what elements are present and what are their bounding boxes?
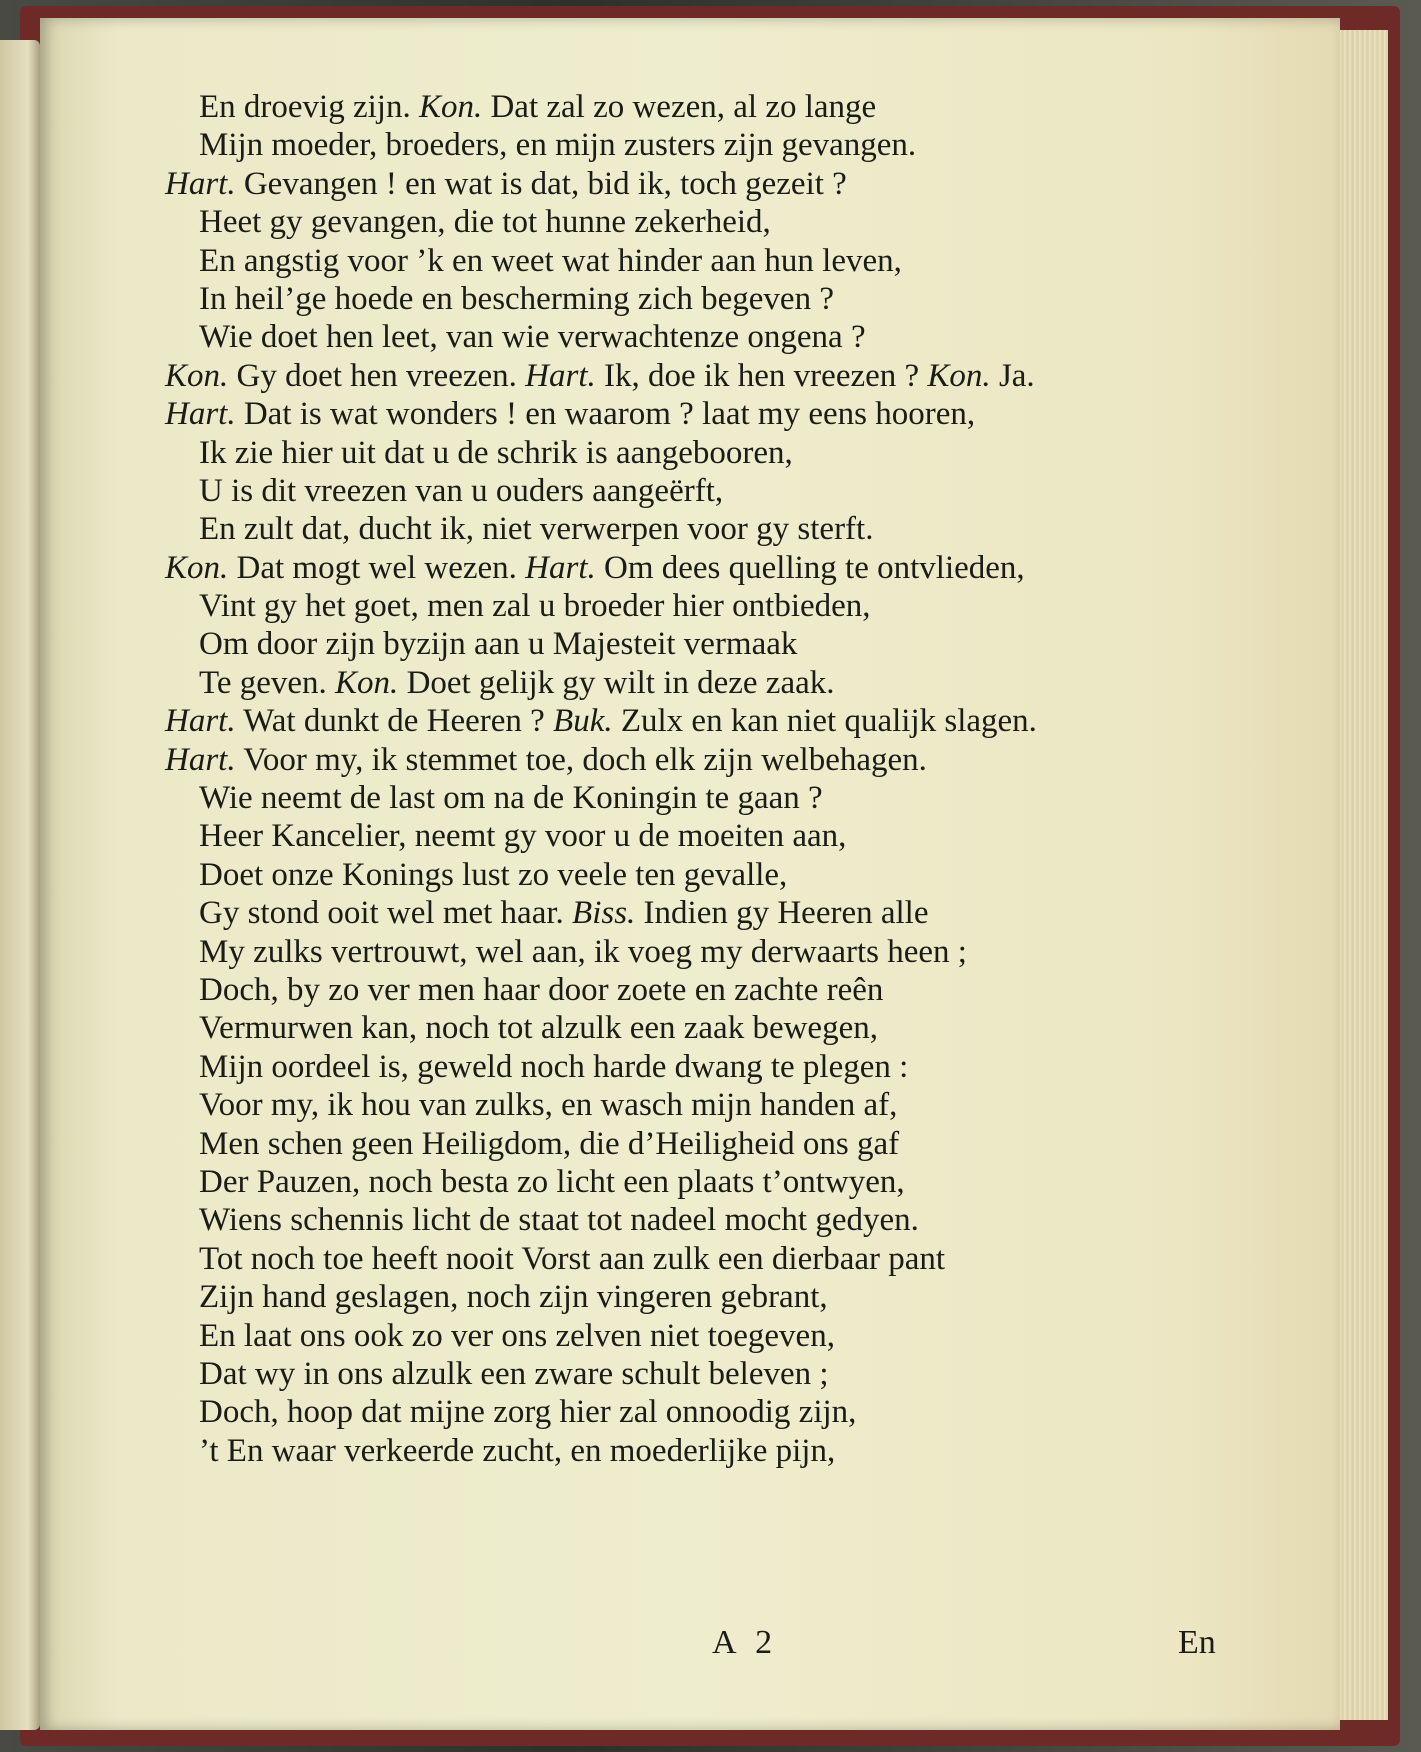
verse-line: Doet onze Konings lust zo veele ten gevalle,	[199, 856, 788, 893]
speaker-label: Hart.	[165, 703, 236, 740]
speaker-label: Hart.	[165, 741, 236, 778]
speaker-label: Hart.	[165, 165, 236, 202]
speaker-label: Hart.	[525, 549, 596, 586]
verse-line: En droevig zijn. Kon. Dat zal zo wezen, al zo lange	[199, 89, 877, 125]
catchword: En	[1178, 1624, 1216, 1661]
verse-line: Om door zijn byzijn aan u Majesteit vermaak	[199, 626, 798, 663]
verse-line: Ik zie hier uit dat u de schrik is aangebooren,	[199, 434, 793, 471]
verse-line: En angstig voor ’k en weet wat hinder aan hun leven,	[199, 242, 902, 279]
verse-line: Hart. Gevangen ! en wat is dat, bid ik, toch gezeit ?	[165, 165, 847, 202]
verse-line: Mijn oordeel is, geweld noch harde dwang te plegen :	[199, 1048, 909, 1085]
verse-line: Te geven. Kon. Doet gelijk gy wilt in deze zaak.	[199, 664, 835, 701]
facing-page-edge	[0, 40, 40, 1730]
verse-line: Der Pauzen, noch besta zo licht een plaats t’ontwyen,	[199, 1163, 905, 1200]
verse-line: Zijn hand geslagen, noch zijn vingeren gebrant,	[199, 1279, 828, 1316]
speaker-label: Kon.	[418, 89, 483, 125]
page-footer	[40, 1624, 1340, 1664]
verse-line: Hart. Dat is wat wonders ! en waarom ? laat my eens hooren,	[165, 396, 976, 433]
verse-line: Heet gy gevangen, die tot hunne zekerheid,	[199, 204, 771, 241]
speaker-label: Buk.	[553, 703, 613, 740]
verse-line: Wiens schennis licht de staat tot nadeel mocht gedyen.	[199, 1202, 919, 1239]
verse-line: Tot noch toe heeft nooit Vorst aan zulk een dierbaar pant	[199, 1240, 946, 1277]
verse-line: U is dit vreezen van u ouders aangeërft,	[199, 472, 724, 509]
speaker-label: Kon.	[335, 664, 399, 701]
verse-line: ’t En waar verkeerde zucht, en moederlijke pijn,	[199, 1432, 836, 1469]
verse-line: Mijn moeder, broeders, en mijn zusters zijn gevangen.	[199, 127, 917, 164]
verse-line: Doch, by zo ver men haar door zoete en zachte reên	[199, 971, 884, 1008]
signature-mark: A 2	[712, 1624, 779, 1661]
verse-line: Vint gy het goet, men zal u broeder hier ontbieden,	[199, 588, 871, 625]
verse-line: Doch, hoop dat mijne zorg hier zal onnoodig zijn,	[199, 1394, 857, 1431]
verse-line: Kon. Dat mogt wel wezen. Hart. Om dees quelling te ontvlieden,	[165, 549, 1025, 586]
verse-line: Wie neemt de last om na de Koningin te gaan ?	[199, 780, 823, 817]
speaker-label: Kon.	[165, 549, 229, 586]
verse-line: Hart. Voor my, ik stemmet toe, doch elk zijn welbehagen.	[165, 741, 927, 778]
speaker-label: Hart.	[525, 357, 596, 394]
verse-line: Gy stond ooit wel met haar. Biss. Indien gy Heeren alle	[199, 895, 929, 932]
verse-line: My zulks vertrouwt, wel aan, ik voeg my derwaarts heen ;	[199, 933, 967, 970]
verse-line: Wie doet hen leet, van wie verwachtenze ongena ?	[199, 319, 866, 356]
verse-line: Kon. Gy doet hen vreezen. Hart. Ik, doe ik hen vreezen ? Kon. Ja.	[165, 357, 1035, 394]
speaker-label: Kon.	[927, 357, 991, 394]
verse-text-block	[165, 88, 1265, 1470]
verse-line: En zult dat, ducht ik, niet verwerpen voor gy sterft.	[199, 511, 874, 548]
book-page	[40, 18, 1340, 1730]
verse-line: Vermurwen kan, noch tot alzulk een zaak bewegen,	[199, 1010, 878, 1047]
speaker-label: Hart.	[165, 396, 236, 433]
verse-line: Voor my, ik hou van zulks, en wasch mijn handen af,	[199, 1087, 898, 1124]
verse-line: Men schen geen Heiligdom, die d’Heiligheid ons gaf	[199, 1125, 900, 1162]
verse-line: En laat ons ook zo ver ons zelven niet toegeven,	[199, 1317, 835, 1354]
verse-line: In heil’ge hoede en bescherming zich begeven ?	[199, 280, 834, 317]
verse-line: Hart. Wat dunkt de Heeren ? Buk. Zulx en kan niet qualijk slagen.	[165, 703, 1037, 740]
speaker-label: Biss.	[572, 895, 636, 932]
verse-line: Heer Kancelier, neemt gy voor u de moeiten aan,	[199, 818, 847, 855]
verse-line: Dat wy in ons alzulk een zware schult beleven ;	[199, 1355, 829, 1392]
speaker-label: Kon.	[165, 357, 229, 394]
